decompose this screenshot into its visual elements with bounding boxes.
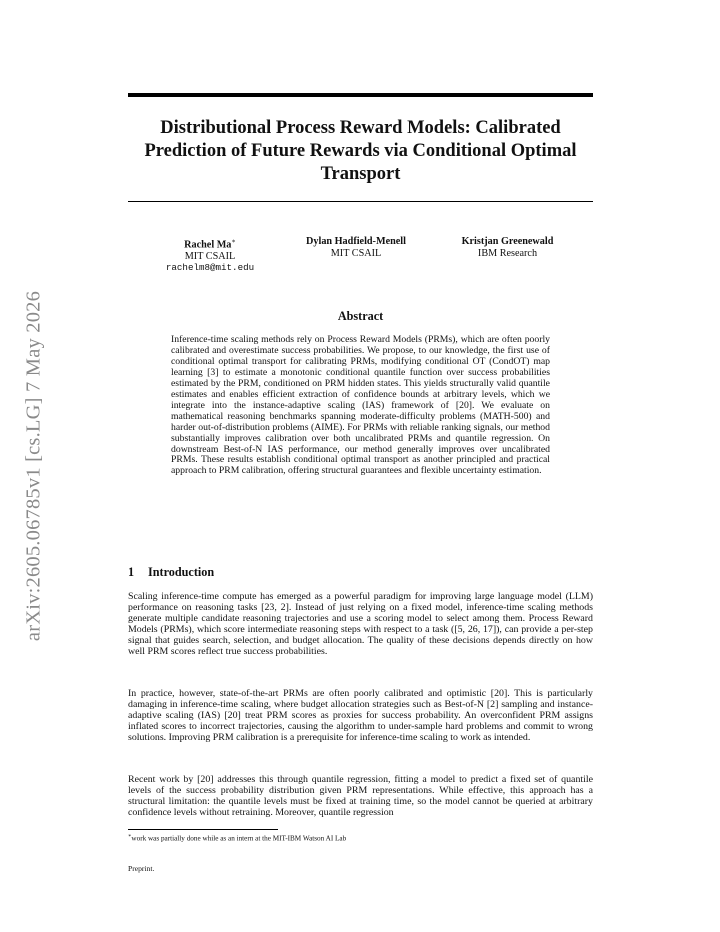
author-name: Kristjan Greenewald xyxy=(461,236,554,247)
body-paragraph: Recent work by [20] addresses this through quantile regression, fitting a model to predict a fixed set of quantile levels of the success probability distribution given PRM representations. While effective, this approach has a structural limitation: the quantile levels must be fixed at training time, so the model cannot be queried at arbitrary confidence levels without retraining. Moreover, quantile regression xyxy=(128,774,593,819)
author-footnote-marker: ∗ xyxy=(231,238,236,245)
section-title: Introduction xyxy=(148,565,215,579)
author-affiliation: IBM Research xyxy=(477,247,538,259)
abstract-heading: Abstract xyxy=(337,309,384,323)
author-affiliation: MIT CSAIL xyxy=(330,247,382,259)
footnote-text: work was partially done while as an intern at the MIT-IBM Watson AI Lab xyxy=(131,834,347,843)
section-number: 1 xyxy=(128,565,135,579)
author-affiliation: MIT CSAIL xyxy=(184,250,236,262)
footnote-rule xyxy=(128,829,278,830)
abstract-body: Inference-time scaling methods rely on Process Reward Models (PRMs), which are often poorly calibrated and overestimate success probabilities. We propose, to our knowledge, the first use of conditional optimal transport for calibrating PRMs, modifying conditional OT (CondOT) map learning [3] to estimate a monotonic conditional quantile function over success probabilities estimated by the PRM, conditioned on PRM hidden states. This yields structurally valid quantile estimates and enables efficient extraction of confidence bounds at arbitrary levels, which we integrate into the instance-adaptive scaling (IAS) framework of [20]. We evaluate on mathematical reasoning benchmarks spanning moderate-difficulty problems (MATH-500) and harder out-of-distribution problems (AIME). For PRMs with reliable ranking signals, our method substantially improves calibration over both uncalibrated PRMs and quantile regression. On downstream Best-of-N IAS performance, our method generally improves over uncalibrated PRMs. These results establish conditional optimal transport as another principled and practical approach to PRM calibration, offering structural guarantees and flexible uncertainty estimation. xyxy=(171,334,550,477)
body-paragraph: In practice, however, state-of-the-art PRMs are often poorly calibrated and optimistic [20]. This is particularly damaging in inference-time scaling, where budget allocation strategies such as Best-of-N [2] sampling and instance-adaptive scaling (IAS) [20] treat PRM scores as proxies for success probability. An overconfident PRM assigns inflated scores to incorrect trajectories, causing the algorithm to under-sample hard problems and commit to wrong solutions. Improving PRM calibration is a prerequisite for inference-time scaling to work as intended. xyxy=(128,688,593,744)
arxiv-identifier-stamp[interactable]: arXiv:2605.06785v1 [cs.LG] 7 May 2026 xyxy=(22,290,45,642)
paper-title: Distributional Process Reward Models: Calibrated Prediction of Future Rewards via Conditional Optimal Transport xyxy=(144,118,577,184)
author-email[interactable]: rachelm8@mit.edu xyxy=(165,262,255,274)
author-name: Dylan Hadfield-Menell xyxy=(306,236,406,247)
author-block xyxy=(150,236,270,274)
body-paragraph: Scaling inference-time compute has emerged as a powerful paradigm for improving large language model (LLM) performance on reasoning tasks [23, 2]. Instead of just relying on a fixed model, inference-time scaling methods generate multiple candidate reasoning trajectories and use a scoring model to select among them. Process Reward Models (PRMs), which score intermediate reasoning steps with respect to a task ([5, 26, 17]), can provide a per-step signal that guides search, selection, and budget allocation. The quality of these decisions depends directly on how well PRM scores reflect true success probabilities. xyxy=(128,591,593,658)
preprint-label: Preprint. xyxy=(128,864,155,873)
title-top-rule xyxy=(128,93,593,97)
author-name: Rachel Ma∗ xyxy=(184,238,236,251)
section-heading xyxy=(128,565,214,580)
footnote-marker: ∗ xyxy=(128,834,132,839)
author-block xyxy=(296,236,416,259)
footnote xyxy=(128,832,593,843)
author-block xyxy=(445,236,570,259)
title-bottom-rule xyxy=(128,201,593,202)
